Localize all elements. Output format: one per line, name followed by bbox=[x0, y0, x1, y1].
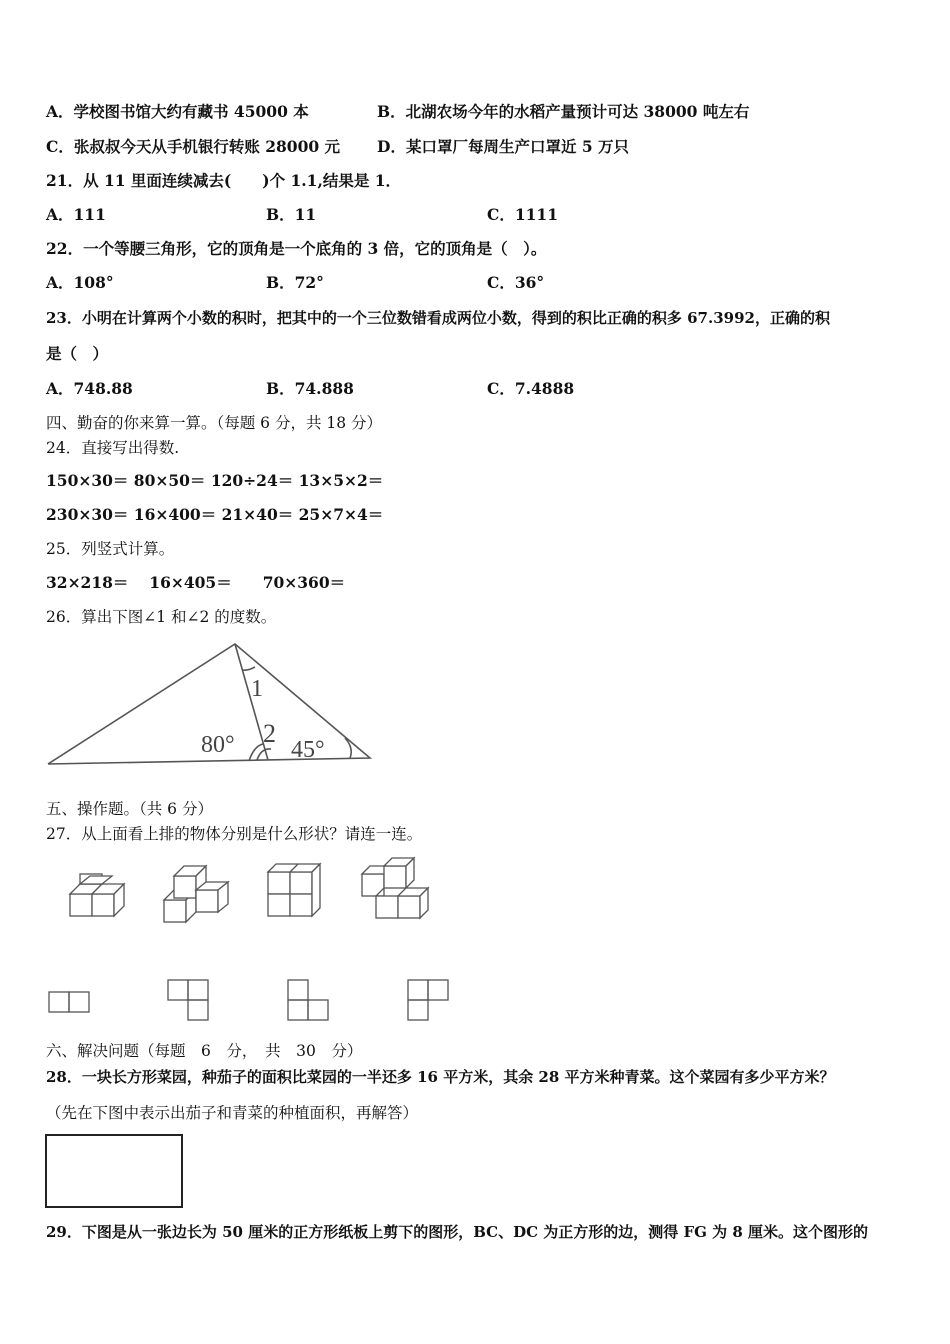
q29-stem: 29．下图是从一张边长为 50 厘米的正方形纸板上剪下的图形，BC、DC 为正方形的边，测得 FG 为 8 厘米。这个图形的 bbox=[46, 1223, 869, 1241]
q27-stem: 27．从上面看上排的物体分别是什么形状？请连一连。 bbox=[46, 825, 423, 843]
q28-garden-rectangle bbox=[45, 1134, 183, 1208]
q22-option-c: C．36° bbox=[487, 273, 545, 292]
cube-object-1 bbox=[70, 874, 124, 916]
top-view-3 bbox=[288, 980, 328, 1020]
q22-option-a: A．108° bbox=[46, 273, 114, 292]
q21-stem: 21．从 11 里面连续减去( )个 1.1,结果是 1． bbox=[46, 171, 402, 190]
q25-stem: 25．列竖式计算。 bbox=[46, 540, 175, 558]
q20-option-c: C．张叔叔今天从手机银行转账 28000 元 bbox=[46, 137, 341, 156]
q20-option-d: D．某口罩厂每周生产口罩近 5 万只 bbox=[377, 137, 630, 156]
q24-stem: 24．直接写出得数. bbox=[46, 439, 180, 457]
q22-stem: 22．一个等腰三角形，它的顶角是一个底角的 3 倍，它的顶角是（ ）。 bbox=[46, 239, 547, 258]
angle-2-label: 2 bbox=[263, 719, 276, 748]
q25-row: 32×218＝ 16×405＝ 70×360＝ bbox=[46, 573, 346, 592]
angle-80-label: 80° bbox=[201, 732, 235, 758]
q21-option-a: A．111 bbox=[46, 205, 106, 224]
section-6-title: 六、解决问题（每题 6 分， 共 30 分） bbox=[46, 1042, 363, 1060]
angle-45-label: 45° bbox=[291, 737, 325, 763]
q20-option-b: B．北湖农场今年的水稻产量预计可达 38000 吨左右 bbox=[377, 102, 750, 121]
q26-stem: 26．算出下图∠1 和∠2 的度数。 bbox=[46, 608, 277, 626]
cube-object-4 bbox=[362, 858, 428, 918]
q26-triangle-figure bbox=[44, 640, 376, 770]
q23-stem-line2: 是（ ） bbox=[46, 344, 109, 363]
angle-2-arc bbox=[257, 749, 271, 760]
angle-1-label: 1 bbox=[251, 676, 263, 702]
q22-option-b: B．72° bbox=[266, 273, 324, 292]
cube-object-3 bbox=[268, 864, 320, 916]
q28-note: （先在下图中表示出茄子和青菜的种植面积，再解答） bbox=[46, 1104, 419, 1122]
q21-option-c: C．1111 bbox=[487, 205, 558, 224]
top-view-1 bbox=[49, 992, 89, 1012]
q23-stem-line1: 23．小明在计算两个小数的积时，把其中的一个三位数错看成两位小数，得到的积比正确的积多 67.3992，正确的积 bbox=[46, 309, 830, 327]
q27-cube-figures bbox=[60, 852, 440, 932]
q28-stem: 28．一块长方形菜园，种茄子的面积比菜园的一半还多 16 平方米，其余 28 平方米种青菜。这个菜园有多少平方米？ bbox=[46, 1068, 835, 1086]
q21-option-b: B．11 bbox=[266, 205, 317, 224]
q27-top-views bbox=[44, 976, 464, 1032]
q23-option-a: A．748.88 bbox=[46, 379, 133, 398]
q24-row-2: 230×30＝ 16×400＝ 21×40＝ 25×7×4＝ bbox=[46, 505, 384, 524]
section-4-title: 四、勤奋的你来算一算。（每题 6 分，共 18 分） bbox=[46, 414, 383, 432]
angle-1-arc bbox=[242, 667, 255, 670]
q24-row-1: 150×30＝ 80×50＝ 120÷24＝ 13×5×2＝ bbox=[46, 471, 384, 490]
q23-option-c: C．7.4888 bbox=[487, 379, 575, 398]
q23-option-b: B．74.888 bbox=[266, 379, 354, 398]
top-view-2 bbox=[168, 980, 208, 1020]
cube-object-2 bbox=[164, 866, 228, 922]
top-view-4 bbox=[408, 980, 448, 1020]
q20-option-a: A．学校图书馆大约有藏书 45000 本 bbox=[46, 102, 309, 121]
section-5-title: 五、操作题。（共 6 分） bbox=[46, 800, 213, 818]
